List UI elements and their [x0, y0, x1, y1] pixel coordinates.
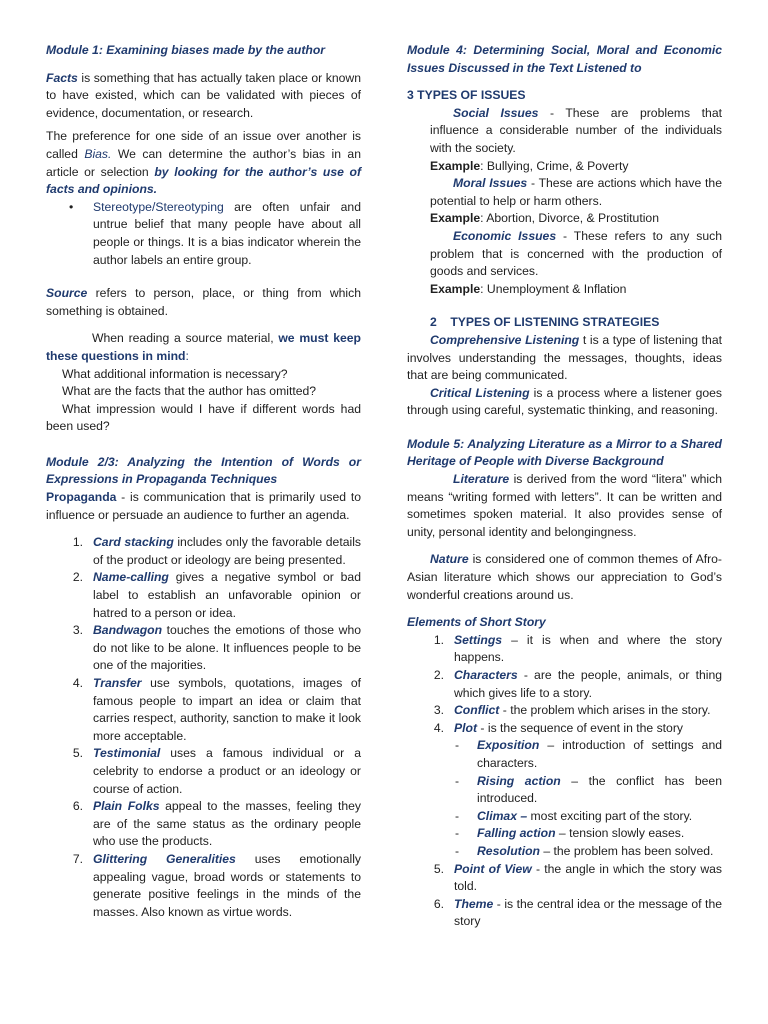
economic-issues-paragraph: Economic Issues - These refers to any such problem that is concerned with the production of goods and services. — [430, 228, 722, 279]
social-example: Example: Bullying, Crime, & Poverty — [430, 158, 629, 173]
propaganda-techniques-list — [46, 534, 361, 921]
nature-paragraph: Nature is considered one of common themes of Afro-Asian literature which shows our appreciation to God’s wonderful creations around us. — [407, 552, 722, 602]
list-item: - Climax – most exciting part of the story. — [455, 808, 693, 823]
listening-strategies-title: 2 TYPES OF LISTENING STRATEGIES — [430, 315, 660, 330]
list-item: 3. Conflict - the problem which arises in the story. — [433, 703, 711, 718]
facts-term: Facts — [46, 70, 78, 85]
list-item: - Exposition – introduction of settings and characters. — [455, 738, 722, 770]
list-item: 6. Theme - is the central idea or the message of the story — [433, 896, 722, 929]
bullet-icon: • — [69, 199, 74, 214]
propaganda-paragraph: Propaganda - is communication that is primarily used to influence or persuade an audience to further an agenda. — [46, 490, 361, 522]
list-item: 6. Plain Folks appeal to the masses, feeling they are of the same status as the ordinary people who use the products. — [72, 799, 361, 849]
module-1-title: Module 1: Examining biases made by the author — [46, 43, 326, 57]
list-item: 1. Settings – it is when and where the story happens. — [433, 632, 722, 665]
question-3: What impression would I have if different words had been used? — [46, 401, 361, 434]
reading-emphasis: we must keep these questions in mind — [46, 331, 361, 363]
propaganda-term: Propaganda — [46, 490, 117, 505]
list-item: - Rising action – the conflict has been introduced. — [455, 773, 722, 806]
stereotype-list — [46, 199, 361, 269]
module-4-title: Module 4: Determining Social, Moral and Economic Issues Discussed in the Text Listened to — [407, 43, 722, 75]
moral-example: Example: Abortion, Divorce, & Prostitution — [430, 211, 659, 226]
economic-example: Example: Unemployment & Inflation — [430, 281, 627, 296]
question-2: What are the facts that the author has omitted? — [62, 384, 317, 399]
plot-parts-list — [407, 737, 722, 860]
bias-term: Bias. — [84, 146, 112, 161]
moral-issues-paragraph: Moral Issues - These are actions which have the potential to help or harm others. — [430, 176, 722, 208]
right-column — [407, 42, 722, 931]
source-term: Source — [46, 286, 88, 301]
module-5-title: Module 5: Analyzing Literature as a Mirror to a Shared Heritage of People with Diverse Background — [407, 436, 722, 469]
list-item: - Resolution – the problem has been solved. — [455, 843, 714, 858]
list-item: 5. Testimonial uses a famous individual or a celebrity to endorse a product or an ideology or course of action. — [72, 746, 361, 796]
list-item: 4. Transfer use symbols, quotations, images of famous people to impart an idea or claim that carries respect, authority, sanction to make it look more acceptable. — [72, 676, 361, 743]
list-item: • Stereotype/Stereotyping are often unfair and untrue belief that many people have about all people or things. It is a bias indicator wherein the author labels an entire group. — [69, 199, 361, 267]
stereotype-term: Stereotype/Stereotyping — [93, 199, 224, 214]
comprehensive-listening-paragraph: Comprehensive Listening t is a type of listening that involves understanding the messages, thoughts, ideas that are being communicated. — [407, 332, 722, 383]
literature-paragraph: Literature is derived from the word “litera” which means “writing formed with letters”. It can be written and sometimes spoken material. It also provides sense of unity, personal identity and belongingness. — [407, 472, 722, 539]
elements-list — [407, 632, 722, 738]
list-item: 7. Glittering Generalities uses emotionally appealing vague, broad words or statements to generate positive feelings in the minds of the masses. Also known as virtue words. — [72, 851, 361, 919]
facts-paragraph: Facts is something that has actually taken place or known to have existed, which can be validated with pieces of evidence, documentation, or research. — [46, 70, 361, 120]
source-paragraph: Source refers to person, place, or thing from which something is obtained. — [46, 286, 361, 318]
list-item: 3. Bandwagon touches the emotions of those who do not like to be alone. It influences people to be one of the majorities. — [72, 623, 361, 673]
types-of-issues-title: 3 TYPES OF ISSUES — [407, 88, 526, 103]
reading-paragraph: When reading a source material, we must keep these questions in mind: — [46, 331, 361, 363]
social-issues-paragraph: Social Issues - These are problems that influence a considerable number of the individuals with the society. — [430, 105, 722, 155]
question-1: What additional information is necessary? — [62, 366, 288, 381]
critical-listening-paragraph: Critical Listening is a process where a listener goes through using careful, systematic thinking, and reasoning. — [407, 385, 722, 418]
left-column — [46, 42, 361, 921]
elements-list-continued — [407, 861, 722, 931]
list-item: 4. Plot - is the sequence of event in the story — [433, 720, 683, 735]
bias-emphasis: by looking for the author’s use of facts and opinions. — [46, 164, 362, 197]
elements-title: Elements of Short Story — [407, 615, 546, 630]
bias-paragraph: The preference for one side of an issue over another is called Bias. We can determine the author’s bias in an article or selection by looking for the author’s use of facts and opinions. — [46, 129, 362, 197]
list-item: - Falling action – tension slowly eases. — [455, 826, 685, 841]
list-item: 5. Point of View - the angle in which the story was told. — [433, 861, 722, 894]
module-23-title: Module 2/3: Analyzing the Intention of Words or Expressions in Propaganda Techniques — [46, 454, 361, 487]
list-item: 2. Name-calling gives a negative symbol or bad label to establish an unfavorable opinion or hatred to a person or idea. — [72, 570, 361, 620]
list-item: 1. Card stacking includes only the favorable details of the product or ideology are being presented. — [72, 535, 361, 567]
list-item: 2. Characters - are the people, animals, or thing which gives life to a story. — [433, 668, 722, 700]
